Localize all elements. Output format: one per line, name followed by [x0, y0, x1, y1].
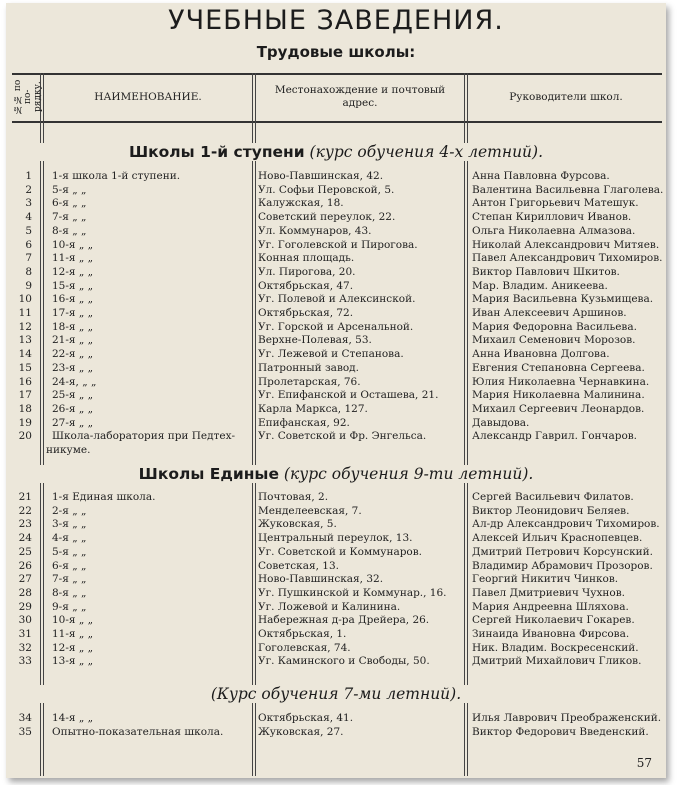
- table-row: [6, 252, 666, 266]
- table-row: [6, 642, 666, 656]
- table-row: [6, 491, 666, 505]
- column-header-address: Местонахождение и почтовый адрес.: [274, 84, 446, 109]
- school-address: Гоголевская, 74.: [258, 641, 351, 654]
- table-row: [6, 430, 666, 444]
- table-row: [6, 293, 666, 307]
- table-row: [6, 321, 666, 335]
- row-number: 24: [18, 532, 32, 545]
- school-head: Мария Васильевна Кузьмищева.: [472, 293, 654, 306]
- school-address: Ул. Софьи Перовской, 5.: [258, 183, 395, 196]
- column-header-number: №№ по по-рядку.: [13, 79, 43, 115]
- school-head: Алексей Ильич Краснопевцев.: [472, 532, 643, 545]
- school-name: 1-я Единая школа.: [52, 491, 156, 503]
- school-name: 5-я „ „: [52, 183, 87, 196]
- row-number: 34: [18, 712, 32, 724]
- school-head: Мария Николаевна Малинина.: [472, 389, 645, 402]
- school-head: Валентина Васильевна Глаголева.: [472, 183, 664, 196]
- row-number: 21: [18, 491, 32, 503]
- school-address: Почтовая, 2.: [258, 491, 329, 503]
- school-address: Октябрьская, 1.: [258, 628, 347, 640]
- column-header-name: НАИМЕНОВАНИЕ.: [94, 90, 202, 103]
- school-head: Александр Гаврил. Гончаров.: [472, 430, 638, 443]
- row-number: 31: [18, 628, 32, 640]
- school-head: Дмитрий Михайлович Гликов.: [472, 655, 642, 668]
- row-number: 3: [25, 197, 32, 210]
- row-number: 28: [18, 586, 32, 599]
- school-name: 5-я „ „: [52, 545, 87, 558]
- table-row: [6, 518, 666, 532]
- row-number: 4: [25, 211, 32, 224]
- school-name: 7-я „ „: [52, 573, 87, 586]
- row-number: 10: [18, 293, 32, 306]
- row-number: 7: [25, 252, 32, 265]
- row-number: 1: [25, 170, 32, 182]
- school-name: 7-я „ „: [52, 211, 87, 224]
- school-address: Уг. Горской и Арсенальной.: [258, 320, 414, 333]
- table-row: [6, 307, 666, 321]
- school-head: Давыдова.: [472, 416, 530, 429]
- school-name: 4-я „ „: [52, 532, 87, 545]
- school-name: 12-я „ „: [52, 265, 94, 278]
- school-head: Антон Григорьевич Матешук.: [472, 197, 639, 210]
- school-head: Мария Андреевна Шляхова.: [472, 600, 629, 613]
- school-name: 6-я „ „: [52, 559, 87, 572]
- school-head: Иван Алексеевич Аршинов.: [472, 307, 627, 319]
- school-address: Уг. Советской и Коммунаров.: [258, 545, 423, 558]
- column-header-head: Руководители школ.: [509, 90, 623, 103]
- page-number: 57: [636, 756, 652, 770]
- section-title: Школы 1-й ступени: [128, 143, 305, 161]
- school-address: Калужская, 18.: [258, 197, 344, 210]
- table-row: [6, 280, 666, 294]
- school-name: 17-я „ „: [52, 307, 94, 319]
- school-address: Уг. Епифанской и Осташева, 21.: [258, 389, 439, 402]
- school-name: 2-я „ „: [52, 504, 87, 517]
- school-head: Михаил Семенович Морозов.: [472, 334, 636, 347]
- school-head: Ник. Владим. Воскресенский.: [472, 641, 639, 654]
- school-address: Ул. Коммунаров, 43.: [258, 224, 372, 237]
- school-name: 26-я „ „: [52, 402, 94, 415]
- row-number: 11: [18, 307, 32, 319]
- row-number: 16: [18, 375, 32, 388]
- section-note: (курс обучения 9-ти летний).: [283, 465, 534, 483]
- school-address: Верхне-Полевая, 53.: [258, 334, 372, 347]
- school-head: Владимир Абрамович Прозоров.: [472, 559, 653, 572]
- section-heading: [6, 143, 666, 161]
- row-number: 19: [18, 416, 32, 429]
- school-address: Конная площадь.: [258, 252, 355, 265]
- table-row: [6, 655, 666, 669]
- table-row: [6, 197, 666, 211]
- table-row: [6, 532, 666, 546]
- table-row: [6, 628, 666, 642]
- school-head: Евгения Степановна Сергеева.: [472, 361, 645, 374]
- table-row: [6, 170, 666, 184]
- school-head: Степан Кириллович Иванов.: [472, 211, 632, 224]
- school-name: 22-я „ „: [52, 348, 94, 361]
- school-address: Октябрьская, 47.: [258, 279, 354, 292]
- table-row: [6, 601, 666, 615]
- school-head: Юлия Николаевна Чернавкина.: [472, 375, 650, 388]
- row-number: 9: [25, 279, 32, 292]
- school-name: 14-я „ „: [52, 712, 94, 724]
- school-name: Опытно-показательная школа.: [52, 725, 224, 738]
- row-number: 32: [18, 641, 32, 654]
- row-number: 18: [18, 402, 32, 415]
- row-number: 33: [18, 655, 32, 668]
- school-address: Уг. Каминского и Свободы, 50.: [258, 655, 430, 668]
- school-name: 24-я, „ „: [52, 375, 97, 388]
- table-row: [6, 225, 666, 239]
- section-heading: [6, 465, 666, 483]
- school-name: 11-я „ „: [52, 628, 94, 640]
- table-row: [6, 376, 666, 390]
- header-bottom-rule: [12, 121, 662, 123]
- school-name: 21-я „ „: [52, 334, 94, 347]
- school-head: Дмитрий Петрович Корсунский.: [472, 545, 653, 558]
- section-note: (курс обучения 4-х летний).: [309, 143, 544, 161]
- table-row: [6, 546, 666, 560]
- table-row: [6, 362, 666, 376]
- table-row: [6, 417, 666, 431]
- school-head: Зинаида Ивановна Фирсова.: [472, 628, 630, 640]
- table-row: [6, 505, 666, 519]
- school-address: Уг. Пушкинской и Коммунар., 16.: [258, 586, 447, 599]
- school-address: Менделеевская, 7.: [258, 504, 362, 517]
- school-head: Сергей Николаевич Гокарев.: [472, 614, 635, 627]
- table-row: [6, 348, 666, 362]
- row-number: 17: [18, 389, 32, 402]
- row-number: 29: [18, 600, 32, 613]
- school-name: 8-я „ „: [52, 586, 87, 599]
- section-heading: [6, 685, 666, 703]
- row-number: 23: [18, 518, 32, 531]
- table-row: [6, 266, 666, 280]
- school-address: Ул. Пирогова, 20.: [258, 265, 356, 278]
- school-name: 18-я „ „: [52, 320, 94, 333]
- school-name: 15-я „ „: [52, 279, 94, 292]
- school-head: Мария Федоровна Васильева.: [472, 320, 637, 333]
- school-head: Ольга Николаевна Алмазова.: [472, 224, 636, 237]
- school-head: Анна Павловна Фурсова.: [472, 170, 610, 182]
- table-row: [6, 712, 666, 726]
- school-name: 8-я „ „: [52, 224, 87, 237]
- table-row: [6, 614, 666, 628]
- row-number: 35: [18, 725, 32, 738]
- page-subtitle: Трудовые школы:: [256, 43, 416, 61]
- table-row: [6, 239, 666, 253]
- school-head: Николай Александрович Митяев.: [472, 238, 660, 251]
- school-head: Павел Александрович Тихомиров.: [472, 252, 663, 265]
- school-head: Сергей Васильевич Филатов.: [472, 491, 634, 503]
- row-number: 25: [18, 545, 32, 558]
- row-number: 6: [25, 238, 32, 251]
- school-address: Жуковская, 5.: [258, 518, 337, 531]
- section-title: Школы Единые: [138, 465, 279, 483]
- school-address: Уг. Гоголевской и Пирогова.: [258, 238, 418, 251]
- table-top-rule: [12, 73, 662, 75]
- school-name: Школа-лаборатория при Педтех-: [52, 430, 236, 443]
- school-name: 13-я „ „: [52, 655, 94, 668]
- row-number: 26: [18, 559, 32, 572]
- row-number: 27: [18, 573, 32, 586]
- table-row: [6, 726, 666, 740]
- table-row: [6, 211, 666, 225]
- school-address: Епифанская, 92.: [258, 416, 350, 429]
- document-page: [6, 3, 666, 778]
- table-row: [6, 573, 666, 587]
- school-address: Жуковская, 27.: [258, 725, 344, 738]
- school-address: Уг. Ложевой и Калинина.: [258, 600, 401, 613]
- section-note: (Курс обучения 7-ми летний).: [210, 685, 462, 703]
- school-name: 23-я „ „: [52, 361, 94, 374]
- school-address: Советская, 13.: [258, 559, 339, 572]
- row-number: 20: [18, 430, 32, 443]
- school-head: Михаил Сергеевич Леонардов.: [472, 402, 645, 415]
- school-head: Анна Ивановна Долгова.: [472, 348, 610, 361]
- school-head: Илья Лаврович Преображенский.: [472, 712, 662, 724]
- row-number: 22: [18, 504, 32, 517]
- school-name: 11-я „ „: [52, 252, 94, 265]
- school-address: Ново-Павшинская, 32.: [258, 573, 384, 586]
- school-address: Октябрьская, 41.: [258, 712, 354, 724]
- school-head: Мар. Владим. Аникеева.: [472, 279, 608, 292]
- school-head: Виктор Павлович Шкитов.: [472, 265, 620, 278]
- school-head: Георгий Никитич Чинков.: [472, 573, 619, 586]
- school-address: Советский переулок, 22.: [258, 211, 396, 224]
- row-continuation: никуме.: [46, 444, 91, 456]
- table-row: [6, 334, 666, 348]
- school-head: Виктор Федорович Введенский.: [472, 725, 649, 738]
- school-address: Пролетарская, 76.: [258, 375, 361, 388]
- school-name: 10-я „ „: [52, 614, 94, 627]
- school-address: Уг. Полевой и Алексинской.: [258, 293, 416, 306]
- school-address: Патронный завод.: [258, 361, 359, 374]
- row-number: 14: [18, 348, 32, 361]
- school-address: Ново-Павшинская, 42.: [258, 170, 384, 182]
- school-name: 9-я „ „: [52, 600, 87, 613]
- school-name: 1-я школа 1-й ступени.: [52, 170, 181, 182]
- row-number: 12: [18, 320, 32, 333]
- school-address: Набережная д-ра Дрейера, 26.: [258, 614, 430, 627]
- school-head: Виктор Леонидович Беляев.: [472, 504, 630, 517]
- school-name: 6-я „ „: [52, 197, 87, 210]
- table-row: [6, 560, 666, 574]
- school-address: Уг. Лежевой и Степанова.: [258, 348, 404, 361]
- table-row: [6, 403, 666, 417]
- row-number: 30: [18, 614, 32, 627]
- school-name: 10-я „ „: [52, 238, 94, 251]
- row-number: 15: [18, 361, 32, 374]
- school-name: 25-я „ „: [52, 389, 94, 402]
- school-name: 3-я „ „: [52, 518, 87, 531]
- row-number: 2: [25, 183, 32, 196]
- school-name: 12-я „ „: [52, 641, 94, 654]
- page-title: УЧЕБНЫЕ ЗАВЕДЕНИЯ.: [168, 5, 504, 36]
- row-number: 13: [18, 334, 32, 347]
- school-address: Октябрьская, 72.: [258, 307, 354, 319]
- school-address: Центральный переулок, 13.: [258, 532, 413, 545]
- table-row: [6, 184, 666, 198]
- school-head: Павел Дмитриевич Чухнов.: [472, 586, 625, 599]
- table-row: [6, 389, 666, 403]
- table-row: [6, 587, 666, 601]
- school-address: Уг. Советской и Фр. Энгельса.: [258, 430, 427, 443]
- school-head: Ал-др Александрович Тихомиров.: [472, 518, 660, 531]
- school-address: Карла Маркса, 127.: [258, 402, 368, 415]
- school-name: 16-я „ „: [52, 293, 94, 306]
- row-number: 8: [25, 265, 32, 278]
- school-name: 27-я „ „: [52, 416, 94, 429]
- row-number: 5: [25, 224, 32, 237]
